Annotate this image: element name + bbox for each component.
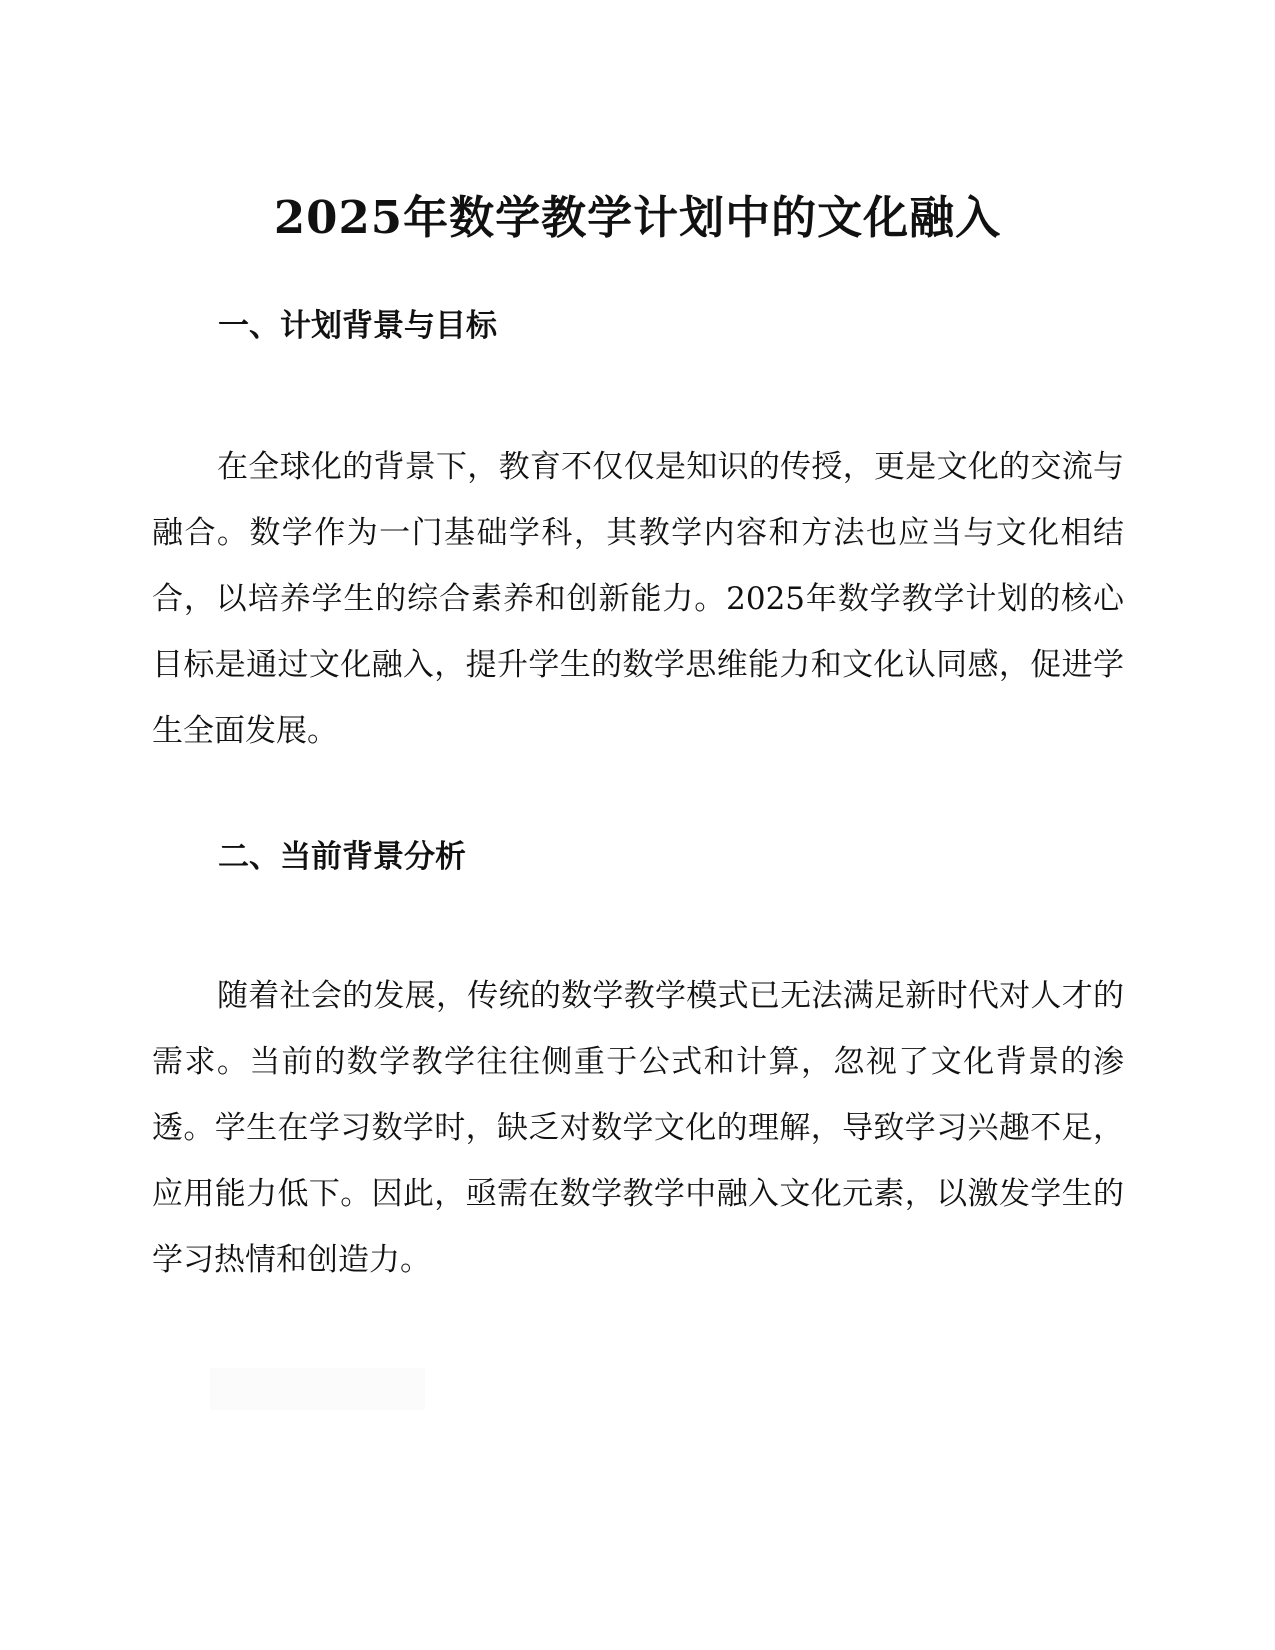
section-paragraph-current-analysis: 随着社会的发展，传统的数学教学模式已无法满足新时代对人才的需求。当前的数学教学往往侧重于公式和计算，忽视了文化背景的渗透。学生在学习数学时，缺乏对数学文化的理解，导致学习兴趣不足，应用能力低下。因此，亟需在数学教学中融入文化元素，以激发学生的学习热情和创造力。 [152, 978, 1124, 1278]
section-heading-background-goals: 一、计划背景与目标 [218, 308, 497, 344]
section-heading-current-analysis: 二、当前背景分析 [218, 839, 466, 875]
faint-blank-region [210, 1368, 425, 1410]
section-paragraph-background-goals: 在全球化的背景下，教育不仅仅是知识的传授，更是文化的交流与融合。数学作为一门基础学科，其教学内容和方法也应当与文化相结合，以培养学生的综合素养和创新能力。2025年数学教学计划的核心目标是通过文化融入，提升学生的数学思维能力和文化认同感，促进学生全面发展。 [152, 449, 1124, 749]
page-title: 2025年数学教学计划中的文化融入 [273, 191, 1002, 245]
